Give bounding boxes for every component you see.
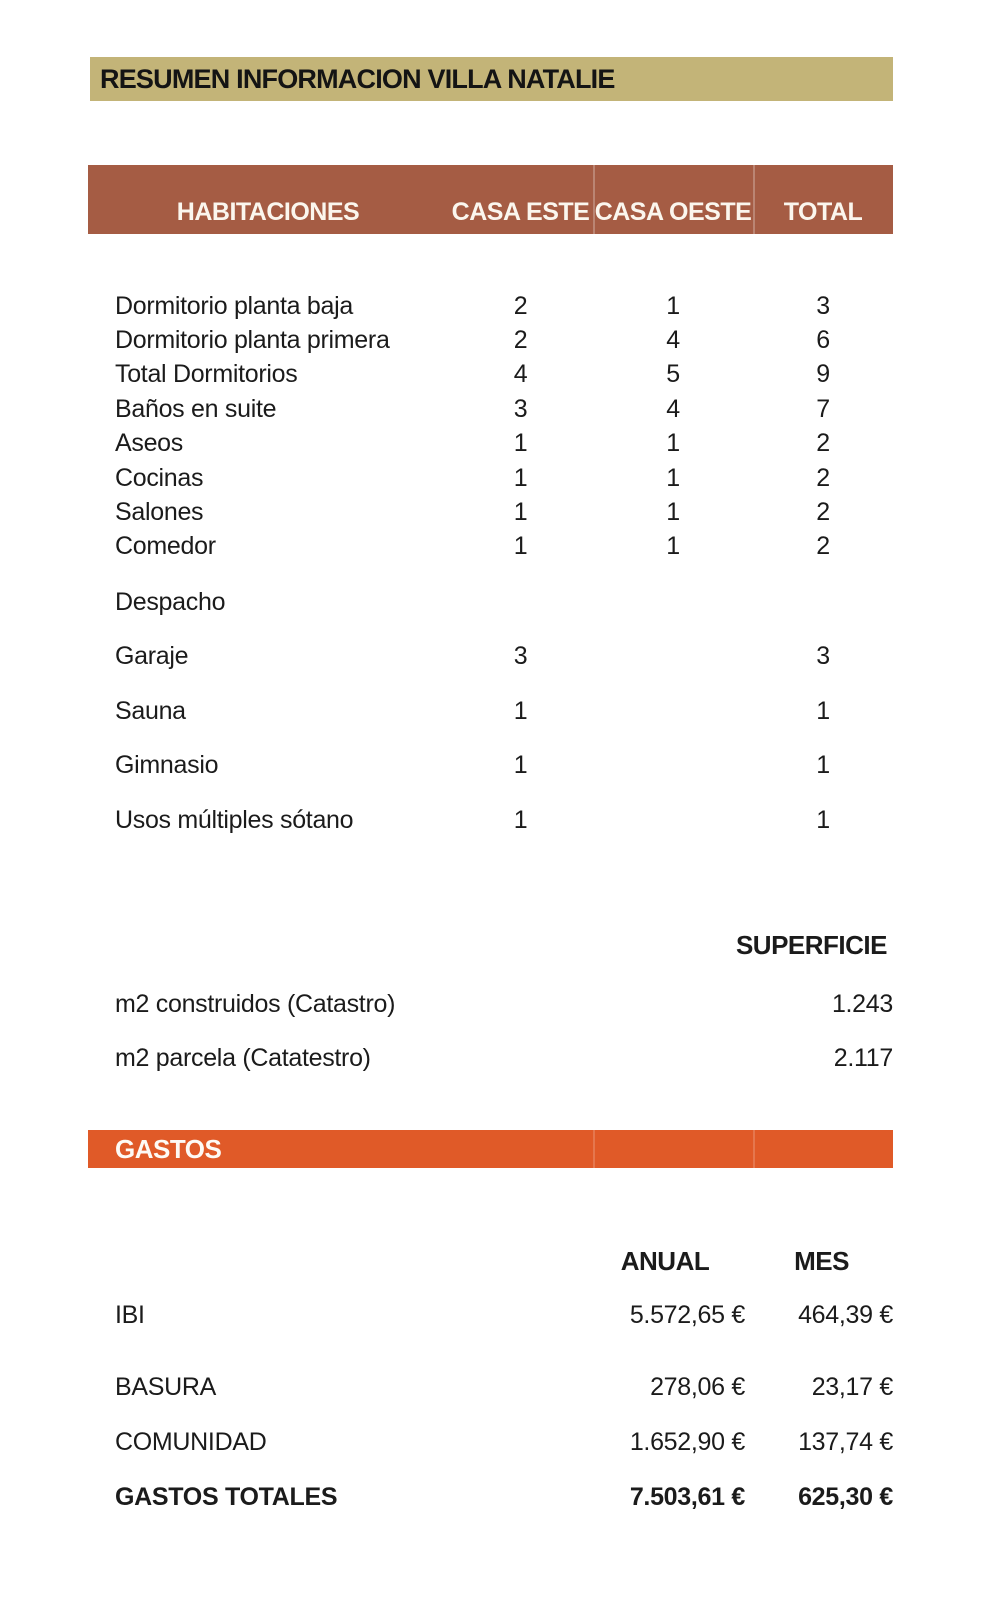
cell-casa-oeste: 1: [666, 429, 680, 458]
row-label: Cocinas: [115, 463, 204, 492]
table-row-totals: [88, 1480, 893, 1514]
cell-total: 2: [816, 498, 830, 527]
cell-casa-este: 1: [513, 498, 528, 527]
table-row: [88, 530, 893, 564]
table-row: [88, 793, 893, 848]
cell-total: 6: [816, 326, 830, 355]
table-row: [88, 630, 893, 685]
row-label: Salones: [115, 498, 204, 527]
row-label: m2 construidos (Catastro): [115, 989, 396, 1018]
cell-casa-oeste: 1: [666, 291, 680, 320]
row-label: IBI: [115, 1300, 145, 1329]
row-label: GASTOS TOTALES: [115, 1482, 338, 1511]
cell-casa-este: 1: [513, 696, 528, 725]
column-header-casa-este: CASA ESTE: [451, 198, 590, 226]
cell-casa-oeste: 1: [666, 498, 680, 527]
table-row: [88, 289, 893, 323]
superficie-header: SUPERFICIE: [735, 930, 887, 960]
cell-anual: 5.572,65 €: [629, 1300, 745, 1329]
table-row: [88, 988, 893, 1020]
table-row: [88, 1370, 893, 1404]
column-divider: [753, 165, 755, 234]
cell-anual: 278,06 €: [650, 1372, 745, 1401]
row-label: Baños en suite: [115, 394, 277, 423]
cell-superficie-value: 1.243: [831, 989, 893, 1018]
cell-casa-este: 1: [513, 463, 528, 492]
page-title: RESUMEN INFORMACION VILLA NATALIE: [100, 63, 615, 94]
cell-casa-oeste: 1: [666, 463, 680, 492]
cell-casa-oeste: 5: [666, 360, 680, 389]
cell-total: 9: [816, 360, 830, 389]
cell-total: 2: [816, 463, 830, 492]
cell-total: 1: [816, 751, 830, 780]
row-label: Garaje: [115, 642, 189, 671]
cell-casa-oeste: 4: [666, 326, 680, 355]
cell-casa-este: 1: [513, 805, 528, 834]
cell-total: 3: [816, 291, 830, 320]
table-row: [88, 392, 893, 426]
row-label: m2 parcela (Catatestro): [115, 1043, 371, 1072]
cell-casa-este: 1: [513, 532, 528, 561]
gastos-section-title: GASTOS: [115, 1133, 222, 1164]
row-label: Usos múltiples sótano: [115, 805, 354, 834]
table-row: [88, 739, 893, 794]
table-row: [88, 461, 893, 495]
column-header-habitaciones: HABITACIONES: [176, 198, 360, 226]
cell-mes: 625,30 €: [798, 1482, 893, 1511]
cell-casa-este: 3: [513, 642, 528, 671]
rooms-table-body: [88, 289, 893, 564]
cell-total: 7: [816, 394, 830, 423]
row-label: COMUNIDAD: [115, 1427, 267, 1456]
row-label: Gimnasio: [115, 751, 219, 780]
cell-anual: 7.503,61 €: [629, 1482, 745, 1511]
cell-casa-este: 2: [513, 326, 528, 355]
cell-anual: 1.652,90 €: [629, 1427, 745, 1456]
cell-total: 2: [816, 532, 830, 561]
cell-superficie-value: 2.117: [833, 1043, 893, 1072]
table-row: [88, 1042, 893, 1074]
table-row: [88, 427, 893, 461]
column-header-casa-oeste: CASA OESTE: [594, 198, 752, 226]
gastos-section-bar: [88, 1130, 893, 1168]
cell-casa-oeste: 4: [666, 394, 680, 423]
column-divider: [593, 165, 595, 234]
page-title-bar: [90, 57, 893, 101]
row-label: Sauna: [115, 696, 186, 725]
row-label: BASURA: [115, 1372, 217, 1401]
cell-mes: 23,17 €: [811, 1372, 893, 1401]
table-row: [88, 495, 893, 529]
cell-casa-este: 1: [513, 429, 528, 458]
column-divider: [753, 1130, 755, 1168]
column-header-anual: ANUAL: [620, 1245, 710, 1276]
cell-casa-este: 3: [513, 394, 528, 423]
cell-casa-oeste: 1: [666, 532, 680, 561]
row-label: Dormitorio planta baja: [115, 291, 353, 320]
cell-total: 3: [816, 642, 830, 671]
row-label: Dormitorio planta primera: [115, 326, 390, 355]
table-row: [88, 684, 893, 739]
table-row: [88, 358, 893, 392]
table-row: [88, 1425, 893, 1459]
table-row: [88, 323, 893, 357]
row-label: Despacho: [115, 587, 226, 616]
column-header-mes: MES: [794, 1245, 849, 1276]
cell-casa-este: 2: [513, 291, 528, 320]
row-label: Aseos: [115, 429, 183, 458]
cell-total: 2: [816, 429, 830, 458]
cell-total: 1: [816, 805, 830, 834]
column-header-total: TOTAL: [783, 198, 863, 226]
facilities-table-body: [88, 575, 893, 848]
cell-mes: 464,39 €: [798, 1300, 893, 1329]
gastos-table-header: [88, 1244, 893, 1278]
table-row: [88, 1298, 893, 1332]
row-label: Comedor: [115, 532, 216, 561]
row-label: Total Dormitorios: [115, 360, 298, 389]
rooms-table-header: [88, 165, 893, 234]
column-divider: [593, 1130, 595, 1168]
cell-mes: 137,74 €: [798, 1427, 893, 1456]
cell-total: 1: [816, 696, 830, 725]
cell-casa-este: 1: [513, 751, 528, 780]
table-row: [88, 575, 893, 630]
cell-casa-este: 4: [513, 360, 528, 389]
